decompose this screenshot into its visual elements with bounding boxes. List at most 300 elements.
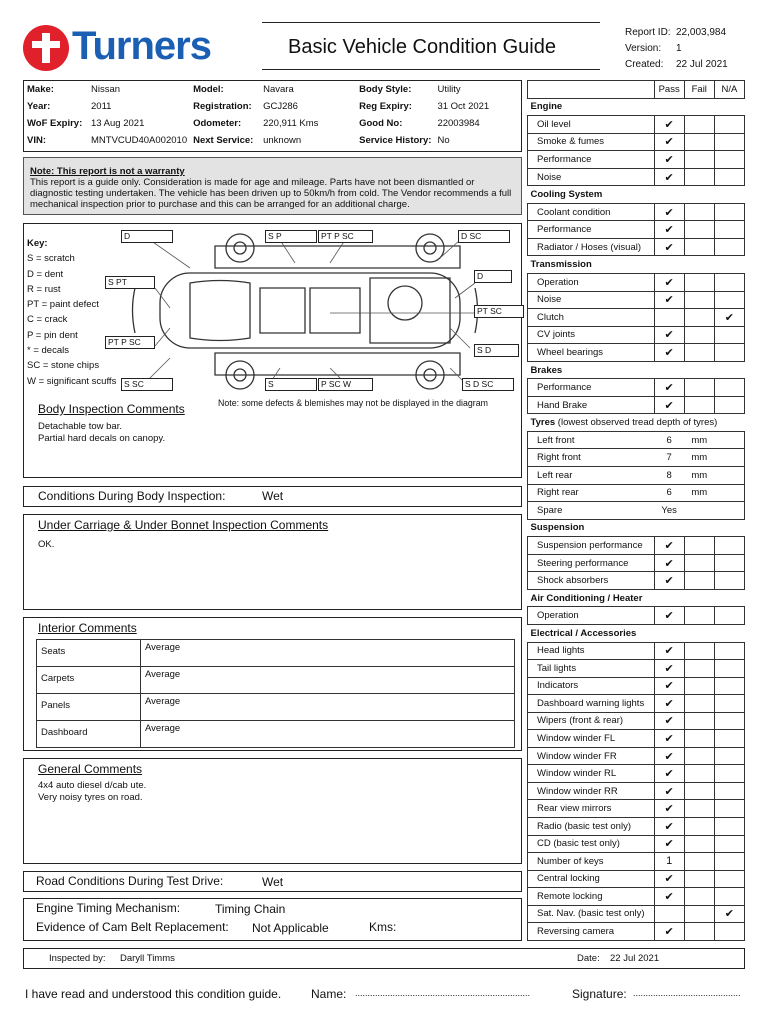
checklist-fail-cell[interactable]	[684, 344, 714, 362]
body-comments-title: Body Inspection Comments	[38, 402, 185, 416]
interior-value: Average	[141, 667, 515, 694]
checklist-pass-cell[interactable]: ✔	[654, 888, 684, 906]
defect-key	[27, 236, 116, 389]
service-history-label: Service History:	[359, 135, 432, 146]
checklist-pass-cell[interactable]: ✔	[654, 642, 684, 660]
checklist-na-cell[interactable]	[714, 238, 744, 256]
checklist-fail-cell[interactable]	[684, 765, 714, 783]
version-label: Version:	[625, 43, 662, 54]
body-comment-line: Partial hard decals on canopy.	[38, 433, 166, 444]
year-label: Year:	[27, 101, 51, 112]
checklist-pass-cell[interactable]: ✔	[654, 607, 684, 625]
checklist-row	[528, 835, 745, 853]
pass-header: Pass	[654, 81, 684, 99]
checklist-item-name: Noise	[528, 291, 655, 309]
checklist-row	[528, 747, 745, 765]
body-conditions-label: Conditions During Body Inspection:	[38, 489, 226, 503]
checklist-fail-cell[interactable]	[684, 274, 714, 292]
report-id-label: Report ID:	[625, 27, 671, 38]
interior-value: Average	[141, 640, 515, 667]
defect-label: S PT	[105, 276, 155, 289]
checklist-fail-cell[interactable]	[684, 800, 714, 818]
version: 1	[676, 43, 682, 54]
checklist-na-cell[interactable]	[714, 133, 744, 151]
checklist-row	[528, 765, 745, 783]
checklist-row	[528, 168, 745, 186]
undercarriage-text: OK.	[38, 539, 55, 550]
interior-item: Carpets	[37, 667, 141, 694]
date-label: Date:	[577, 953, 600, 964]
checklist-row	[528, 817, 745, 835]
checklist-pass-cell[interactable]: ✔	[654, 168, 684, 186]
checklist-pass-cell[interactable]: ✔	[654, 151, 684, 169]
checklist-pass-cell: Yes	[661, 504, 677, 516]
checklist-na-cell[interactable]	[714, 554, 744, 572]
interior-item: Dashboard	[37, 721, 141, 748]
checklist-na-cell[interactable]	[714, 291, 744, 309]
name-signature-line[interactable]: ......................................................................	[355, 988, 531, 998]
checklist-pass-cell[interactable]: ✔	[654, 116, 684, 134]
checklist-item-name: Sat. Nav. (basic test only)	[528, 905, 655, 923]
checklist-na-cell[interactable]	[714, 870, 744, 888]
checklist-na-cell[interactable]	[714, 203, 744, 221]
checklist-fail-cell[interactable]	[684, 642, 714, 660]
checklist-na-cell[interactable]	[714, 888, 744, 906]
checklist-fail-cell[interactable]	[684, 782, 714, 800]
checklist-section	[528, 98, 745, 116]
checklist-na-cell[interactable]	[714, 379, 744, 397]
section-title	[528, 414, 745, 432]
checklist-na-cell[interactable]	[714, 747, 744, 765]
road-conditions-label: Road Conditions During Test Drive:	[36, 874, 224, 888]
checklist-item-name: Window winder FR	[528, 747, 655, 765]
checklist-row	[528, 449, 745, 467]
defect-label: S P	[265, 230, 317, 243]
key-item: PT = paint defect	[27, 299, 99, 311]
section-title	[528, 186, 745, 204]
car-outline-diagram	[130, 228, 490, 393]
checklist-section	[528, 186, 745, 204]
defect-label: PT P SC	[318, 230, 373, 243]
page-title: Basic Vehicle Condition Guide	[288, 36, 556, 58]
interior-value: Average	[141, 694, 515, 721]
checklist-item-name: Oil level	[528, 116, 655, 134]
defect-label: S	[265, 378, 317, 391]
checklist-fail-cell[interactable]	[684, 554, 714, 572]
checklist-na-cell[interactable]	[714, 835, 744, 853]
cambelt-value: Not Applicable	[252, 921, 329, 935]
checklist-fail-cell[interactable]	[684, 379, 714, 397]
checklist-row	[528, 800, 745, 818]
checklist-fail-cell[interactable]	[684, 730, 714, 748]
checklist-na-cell	[714, 431, 744, 449]
signature-line[interactable]: ...........................................	[633, 988, 741, 998]
cambelt-label: Evidence of Cam Belt Replacement:	[36, 920, 229, 934]
na-header: N/A	[714, 81, 744, 99]
checklist-fail-cell[interactable]	[684, 695, 714, 713]
checklist-na-cell[interactable]: ✔	[714, 905, 744, 923]
checklist-item-name: Radiator / Hoses (visual)	[528, 238, 655, 256]
service-history-value: No	[437, 135, 450, 146]
checklist-row	[528, 660, 745, 678]
checklist-na-cell[interactable]	[714, 712, 744, 730]
general-comments	[38, 780, 146, 804]
section-title	[528, 624, 745, 642]
checklist-na-cell	[714, 449, 744, 467]
good-no-label: Good No:	[359, 118, 403, 129]
checklist-item-name: Performance	[528, 221, 655, 239]
body-comments	[38, 421, 165, 445]
general-comment-line: 4x4 auto diesel d/cab ute.	[38, 780, 147, 791]
name-label: Name:	[311, 987, 347, 1001]
checklist-row	[528, 537, 745, 555]
checklist-item-name: Operation	[528, 274, 655, 292]
checklist-pass-cell[interactable]: ✔	[654, 730, 684, 748]
checklist-fail-cell: mm	[691, 452, 708, 464]
checklist-pass-cell: 6	[666, 487, 672, 499]
checklist-row	[528, 712, 745, 730]
checklist-na-cell[interactable]	[714, 151, 744, 169]
defect-label: D SC	[458, 230, 510, 243]
checklist-item-name: Shock absorbers	[528, 572, 655, 590]
registration-label: Registration:	[193, 101, 252, 112]
checklist-pass-cell[interactable]: ✔	[654, 396, 684, 414]
checklist-item-name: Clutch	[528, 309, 655, 327]
body-style-value: Utility	[437, 84, 461, 95]
checklist-section	[528, 589, 745, 607]
checklist-pass-cell[interactable]: ✔	[654, 344, 684, 362]
defect-label: P SC W	[318, 378, 373, 391]
wof-value: 13 Aug 2021	[91, 118, 145, 129]
checklist-fail-cell[interactable]	[684, 537, 714, 555]
checklist-item-name: Window winder RR	[528, 782, 655, 800]
checklist-na-cell[interactable]	[714, 396, 744, 414]
checklist-pass-cell[interactable]	[654, 905, 684, 923]
checklist-item-name: Left front	[528, 431, 655, 449]
checklist-na-cell[interactable]	[714, 817, 744, 835]
checklist-fail-cell[interactable]	[684, 677, 714, 695]
checklist-pass-cell: 7	[666, 452, 672, 464]
checklist-section	[528, 256, 745, 274]
checklist-fail-cell[interactable]	[684, 835, 714, 853]
checklist-item-name: Right front	[528, 449, 655, 467]
checklist-pass-cell[interactable]: ✔	[654, 291, 684, 309]
checklist-pass-cell[interactable]: ✔	[654, 537, 684, 555]
checklist-fail-cell[interactable]	[684, 133, 714, 151]
checklist-item-name: Operation	[528, 607, 655, 625]
key-item: SC = stone chips	[27, 360, 100, 372]
checklist-pass-cell[interactable]: ✔	[654, 660, 684, 678]
checklist-pass-cell[interactable]: ✔	[654, 133, 684, 151]
checklist-item-name: Head lights	[528, 642, 655, 660]
checklist-row	[528, 853, 745, 871]
report-meta	[625, 25, 765, 73]
body-conditions-value: Wet	[262, 489, 284, 503]
checklist-pass-cell[interactable]: ✔	[654, 870, 684, 888]
checklist-fail-cell[interactable]	[684, 888, 714, 906]
vin-label: VIN:	[27, 135, 46, 146]
registration-value: GCJ286	[263, 101, 298, 112]
checklist-pass-cell[interactable]: ✔	[654, 274, 684, 292]
checklist-fail-cell[interactable]	[684, 168, 714, 186]
checklist-fail-cell: mm	[691, 487, 708, 499]
section-name: Cooling System	[530, 189, 603, 201]
interior-box	[23, 617, 522, 751]
checklist-row	[528, 309, 745, 327]
checklist-pass-cell[interactable]: ✔	[654, 677, 684, 695]
reg-expiry-label: Reg Expiry:	[359, 101, 412, 112]
checklist-na-cell[interactable]	[714, 782, 744, 800]
checklist-fail-cell[interactable]	[684, 309, 714, 327]
checklist-row	[528, 905, 745, 923]
checklist-na-cell[interactable]	[714, 274, 744, 292]
checklist-item-name: Tail lights	[528, 660, 655, 678]
inspected-by-label: Inspected by:	[49, 953, 106, 964]
checklist-row	[528, 888, 745, 906]
checklist-pass-cell[interactable]	[654, 309, 684, 327]
checklist-na-cell[interactable]	[714, 221, 744, 239]
checklist-fail-cell[interactable]	[684, 853, 714, 871]
section-name: Brakes	[530, 364, 563, 376]
checklist-item-name: Performance	[528, 379, 655, 397]
key-item: S = scratch	[27, 253, 75, 265]
body-comment-line: Detachable tow bar.	[38, 421, 122, 432]
year-value: 2011	[91, 101, 112, 112]
checklist-fail-cell[interactable]	[684, 221, 714, 239]
checklist-pass-cell[interactable]: ✔	[654, 835, 684, 853]
checklist-fail-cell[interactable]	[684, 870, 714, 888]
checklist-pass-cell[interactable]: ✔	[654, 747, 684, 765]
checklist-na-cell[interactable]	[714, 168, 744, 186]
next-service-label: Next Service:	[193, 135, 254, 146]
road-conditions-box	[23, 871, 522, 892]
logo-text: Turners	[72, 24, 211, 68]
checklist-fail-cell[interactable]	[684, 238, 714, 256]
checklist-na-cell[interactable]	[714, 923, 744, 941]
good-no-value: 22003984	[437, 118, 480, 129]
odometer-label: Odometer:	[193, 118, 242, 129]
checklist-fail-cell[interactable]	[684, 712, 714, 730]
checklist-item-name: Dashboard warning lights	[528, 695, 655, 713]
key-item: D = dent	[27, 268, 64, 280]
checklist-row	[528, 923, 745, 941]
key-item: C = crack	[27, 314, 68, 326]
defect-label: S D	[474, 344, 519, 357]
undercarriage-box	[23, 514, 522, 610]
checklist-fail-cell[interactable]	[684, 817, 714, 835]
interior-row	[37, 721, 515, 748]
checklist-pass-cell[interactable]: ✔	[654, 817, 684, 835]
defect-label: S SC	[121, 378, 173, 391]
diagram-note: Note: some defects & blemishes may not be displayed in the diagram	[218, 398, 488, 408]
section-title	[528, 589, 745, 607]
checklist-item-name: Radio (basic test only)	[528, 817, 655, 835]
checklist-pass-cell[interactable]: ✔	[654, 238, 684, 256]
checklist-fail-cell[interactable]	[684, 326, 714, 344]
checklist-item-name: Right rear	[528, 484, 655, 502]
checklist-item-name: Window winder RL	[528, 765, 655, 783]
checklist-item-name: Wipers (front & rear)	[528, 712, 655, 730]
checklist-fail-cell[interactable]	[684, 747, 714, 765]
signature-label: Signature:	[572, 987, 627, 1001]
interior-item: Seats	[37, 640, 141, 667]
checklist-fail-cell[interactable]	[684, 572, 714, 590]
checklist-pass-cell[interactable]: ✔	[654, 379, 684, 397]
vehicle-info-box	[23, 80, 522, 152]
checklist-item-name: Hand Brake	[528, 396, 655, 414]
checklist-item-name: Spare	[528, 502, 655, 520]
checklist-row	[528, 431, 745, 449]
checklist-pass-cell[interactable]: ✔	[654, 221, 684, 239]
checklist-item-name: Number of keys	[528, 853, 655, 871]
checklist-pass-cell[interactable]: ✔	[654, 203, 684, 221]
checklist-row	[528, 677, 745, 695]
section-title	[528, 98, 745, 116]
checklist-row	[528, 870, 745, 888]
checklist-pass-cell: 8	[666, 469, 672, 481]
checklist-na-cell[interactable]	[714, 800, 744, 818]
report-id: 22,003,984	[676, 27, 727, 38]
acknowledgement-text: I have read and understood this condition guide.	[25, 987, 282, 1001]
section-name: Engine	[530, 101, 563, 113]
inspection-date: 22 Jul 2021	[610, 953, 660, 964]
checklist-pass-cell[interactable]: ✔	[654, 712, 684, 730]
checklist-row	[528, 116, 745, 134]
checklist-pass-cell[interactable]: ✔	[654, 572, 684, 590]
checklist-row	[528, 151, 745, 169]
model-label: Model:	[193, 84, 224, 95]
checklist-row	[528, 572, 745, 590]
next-service-value: unknown	[263, 135, 302, 146]
checklist-na-cell[interactable]	[714, 326, 744, 344]
vin-value: MNTVCUD40A002010	[91, 135, 188, 146]
checklist-section	[528, 624, 745, 642]
interior-row	[37, 640, 515, 667]
checklist-row	[528, 502, 745, 520]
checklist-na-cell[interactable]	[714, 607, 744, 625]
defect-label: D	[121, 230, 173, 243]
defect-label: PT SC	[474, 305, 524, 318]
checklist-fail-cell[interactable]	[684, 905, 714, 923]
checklist-item-name: Window winder FL	[528, 730, 655, 748]
checklist-pass-cell[interactable]: ✔	[654, 554, 684, 572]
checklist-item-name: Steering performance	[528, 554, 655, 572]
inspector-name: Daryll Timms	[120, 953, 175, 964]
section-name: Air Conditioning / Heater	[530, 592, 643, 604]
checklist-na-cell[interactable]	[714, 730, 744, 748]
checklist-row	[528, 274, 745, 292]
body-conditions-box	[23, 486, 522, 507]
checklist-row	[528, 291, 745, 309]
kms-label: Kms:	[369, 920, 397, 934]
checklist-pass-cell[interactable]: ✔	[654, 695, 684, 713]
checklist-na-cell[interactable]	[714, 695, 744, 713]
checklist-fail-cell[interactable]	[684, 151, 714, 169]
checklist-pass-cell[interactable]: ✔	[654, 765, 684, 783]
interior-item: Panels	[37, 694, 141, 721]
section-title	[528, 361, 745, 379]
interior-value: Average	[141, 721, 515, 748]
checklist-item-name: Reversing camera	[528, 923, 655, 941]
checklist-section	[528, 519, 745, 537]
key-item: R = rust	[27, 283, 61, 295]
checklist-pass-cell[interactable]: 1	[654, 853, 684, 871]
checklist-pass-cell[interactable]: ✔	[654, 800, 684, 818]
defect-label: S D SC	[462, 378, 514, 391]
checklist-row	[528, 642, 745, 660]
key-item: * = decals	[27, 345, 69, 357]
checklist-row	[528, 484, 745, 502]
key-item: W = significant scuffs	[27, 375, 117, 387]
checklist-row	[528, 554, 745, 572]
checklist-item-name: Indicators	[528, 677, 655, 695]
inspected-by-box	[23, 948, 745, 969]
checklist-row	[528, 607, 745, 625]
checklist-na-cell[interactable]	[714, 660, 744, 678]
checklist-na-cell	[714, 467, 744, 485]
checklist-item-name: Central locking	[528, 870, 655, 888]
undercarriage-title: Under Carriage & Under Bonnet Inspection Comments	[38, 518, 329, 532]
checklist-item-name: Rear view mirrors	[528, 800, 655, 818]
checklist-pass-cell[interactable]: ✔	[654, 326, 684, 344]
checklist-na-cell[interactable]	[714, 765, 744, 783]
checklist-fail-cell: mm	[691, 434, 708, 446]
checklist-fail-cell[interactable]	[684, 607, 714, 625]
checklist-pass-cell: 6	[666, 434, 672, 446]
make-label: Make:	[27, 84, 54, 95]
checklist-na-cell[interactable]	[714, 853, 744, 871]
checklist-pass-cell[interactable]: ✔	[654, 923, 684, 941]
checklist-row	[528, 782, 745, 800]
checklist-item-name: Remote locking	[528, 888, 655, 906]
checklist-row	[528, 203, 745, 221]
condition-checklist	[527, 80, 745, 941]
warranty-note	[23, 157, 522, 215]
checklist-section	[528, 361, 745, 379]
defect-label: D	[474, 270, 512, 283]
checklist-row	[528, 326, 745, 344]
checklist-na-cell[interactable]	[714, 537, 744, 555]
checklist-item-name: Suspension performance	[528, 537, 655, 555]
checklist-pass-cell[interactable]: ✔	[654, 782, 684, 800]
note-heading: Note: This report is not a warranty	[30, 166, 185, 177]
checklist-na-cell[interactable]	[714, 572, 744, 590]
checklist-fail-cell[interactable]	[684, 291, 714, 309]
checklist-item-name: Left rear	[528, 467, 655, 485]
checklist-fail-cell[interactable]	[684, 923, 714, 941]
checklist-corner	[528, 81, 655, 99]
interior-title: Interior Comments	[38, 621, 137, 635]
section-name: Tyres	[530, 417, 556, 429]
checklist-fail-cell[interactable]	[684, 660, 714, 678]
checklist-fail-cell	[684, 502, 714, 520]
checklist-fail-cell[interactable]	[684, 396, 714, 414]
checklist-na-cell[interactable]	[714, 344, 744, 362]
checklist-item-name: CV joints	[528, 326, 655, 344]
turners-logo-mark	[22, 24, 70, 72]
checklist-na-cell[interactable]	[714, 677, 744, 695]
section-name: Suspension	[530, 522, 585, 534]
checklist-row	[528, 396, 745, 414]
checklist-fail-cell[interactable]	[684, 203, 714, 221]
checklist-row	[528, 133, 745, 151]
checklist-na-cell[interactable]: ✔	[714, 309, 744, 327]
checklist-item-name: Noise	[528, 168, 655, 186]
checklist-item-name: CD (basic test only)	[528, 835, 655, 853]
checklist-na-cell[interactable]	[714, 116, 744, 134]
checklist-fail-cell[interactable]	[684, 116, 714, 134]
checklist-na-cell[interactable]	[714, 642, 744, 660]
